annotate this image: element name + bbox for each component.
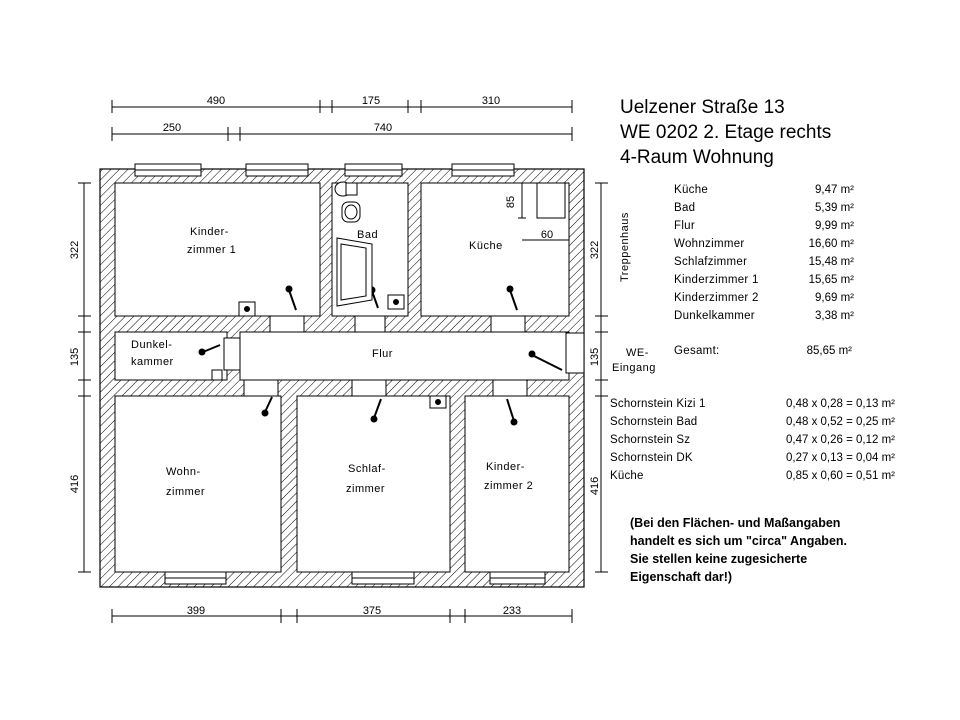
area-total-row — [674, 345, 852, 361]
area-row — [674, 202, 854, 218]
area-room-name: Flur — [674, 220, 696, 232]
dim-left-135: 135 — [69, 347, 81, 367]
area-room-value: 9,99 m² — [815, 220, 854, 232]
area-room-name: Kinderzimmer 1 — [674, 274, 759, 286]
dim-right-322: 322 — [589, 240, 601, 260]
chimney-value: 0,85 x 0,60 = 0,51 m² — [786, 470, 895, 482]
area-room-value: 9,69 m² — [815, 292, 854, 304]
chimney-name: Schornstein Sz — [610, 434, 691, 446]
chimney-name: Küche — [610, 470, 644, 482]
room-label-kueche: Küche — [469, 240, 503, 252]
chimney-row — [610, 452, 895, 468]
area-room-name: Schlafzimmer — [674, 256, 748, 268]
chimney-row — [610, 416, 895, 432]
room-label-flur: Flur — [372, 348, 393, 360]
chimney-name: Schornstein DK — [610, 452, 693, 464]
dim-top-310: 310 — [481, 95, 501, 107]
room-label-kinderzimmer-1: Kinder-zimmer 1 — [187, 226, 237, 256]
dim-left-322: 322 — [69, 240, 81, 260]
kitchen-counter — [537, 183, 565, 218]
area-row — [674, 274, 854, 290]
chimney-value: 0,48 x 0,28 = 0,13 m² — [786, 398, 895, 410]
dim-top-250: 250 — [162, 122, 182, 134]
area-room-value: 15,65 m² — [808, 274, 854, 286]
note-line: Sie stellen keine zugesicherte — [630, 552, 808, 566]
note-line: Eigenschaft dar!) — [630, 570, 733, 584]
area-total-label: Gesamt: — [674, 345, 720, 357]
chimney-row — [610, 470, 895, 486]
area-row — [674, 310, 854, 326]
we-eingang-label: WE-Eingang — [612, 347, 656, 374]
address-title: Uelzener Straße 13 — [620, 97, 785, 118]
disclaimer-note — [630, 514, 930, 586]
area-room-name: Wohnzimmer — [674, 238, 745, 250]
area-room-value: 3,38 m² — [815, 310, 854, 322]
room-label-dunkelkammer: Dunkel-kammer — [131, 339, 174, 368]
chimney-name: Schornstein Bad — [610, 416, 698, 428]
area-row — [674, 184, 854, 200]
room-label-wohnzimmer: Wohn-zimmer — [166, 466, 206, 498]
area-room-value: 5,39 m² — [815, 202, 854, 214]
area-room-value: 9,47 m² — [815, 184, 854, 196]
dim-kitchen-60: 60 — [540, 229, 554, 241]
unit-title: WE 0202 2. Etage rechts — [620, 122, 832, 143]
area-room-value: 15,48 m² — [808, 256, 854, 268]
dim-kitchen-85: 85 — [505, 195, 517, 209]
area-room-value: 16,60 m² — [808, 238, 854, 250]
apartment-type-title: 4-Raum Wohnung — [620, 147, 774, 168]
treppenhaus-label: Treppenhaus — [619, 212, 631, 282]
room-label-bad: Bad — [357, 229, 379, 241]
area-total-value: 85,65 m² — [806, 345, 852, 357]
chimney-value: 0,47 x 0,26 = 0,12 m² — [786, 434, 895, 446]
room-flur — [240, 332, 569, 380]
dim-left-416: 416 — [69, 474, 81, 494]
note-line: (Bei den Flächen- und Maßangaben — [630, 516, 841, 530]
area-row — [674, 220, 854, 236]
dim-bottom-233: 233 — [502, 605, 522, 617]
dim-top-740: 740 — [373, 122, 393, 134]
chimney-value: 0,48 x 0,52 = 0,25 m² — [786, 416, 895, 428]
dim-top-490: 490 — [206, 95, 226, 107]
chimney-row — [610, 434, 895, 450]
chimney-value: 0,27 x 0,13 = 0,04 m² — [786, 452, 895, 464]
room-label-schlafzimmer: Schlaf-zimmer — [346, 463, 386, 495]
room-wohnzimmer — [115, 396, 281, 572]
dim-bottom-375: 375 — [362, 605, 382, 617]
dim-right-416: 416 — [589, 476, 601, 496]
note-line: handelt es sich um "circa" Angaben. — [630, 534, 848, 548]
area-room-name: Kinderzimmer 2 — [674, 292, 759, 304]
dim-bottom-399: 399 — [186, 605, 206, 617]
chimney-name: Schornstein Kizi 1 — [610, 398, 706, 410]
dim-right-135: 135 — [589, 347, 601, 367]
area-row — [674, 238, 854, 254]
area-room-name: Bad — [674, 202, 696, 214]
dim-top-175: 175 — [361, 95, 381, 107]
area-room-name: Küche — [674, 184, 709, 196]
area-row — [674, 256, 854, 272]
area-row — [674, 292, 854, 308]
room-label-kinderzimmer-2: Kinder-zimmer 2 — [484, 461, 534, 492]
chimney-row — [610, 398, 895, 414]
area-room-name: Dunkelkammer — [674, 310, 755, 322]
